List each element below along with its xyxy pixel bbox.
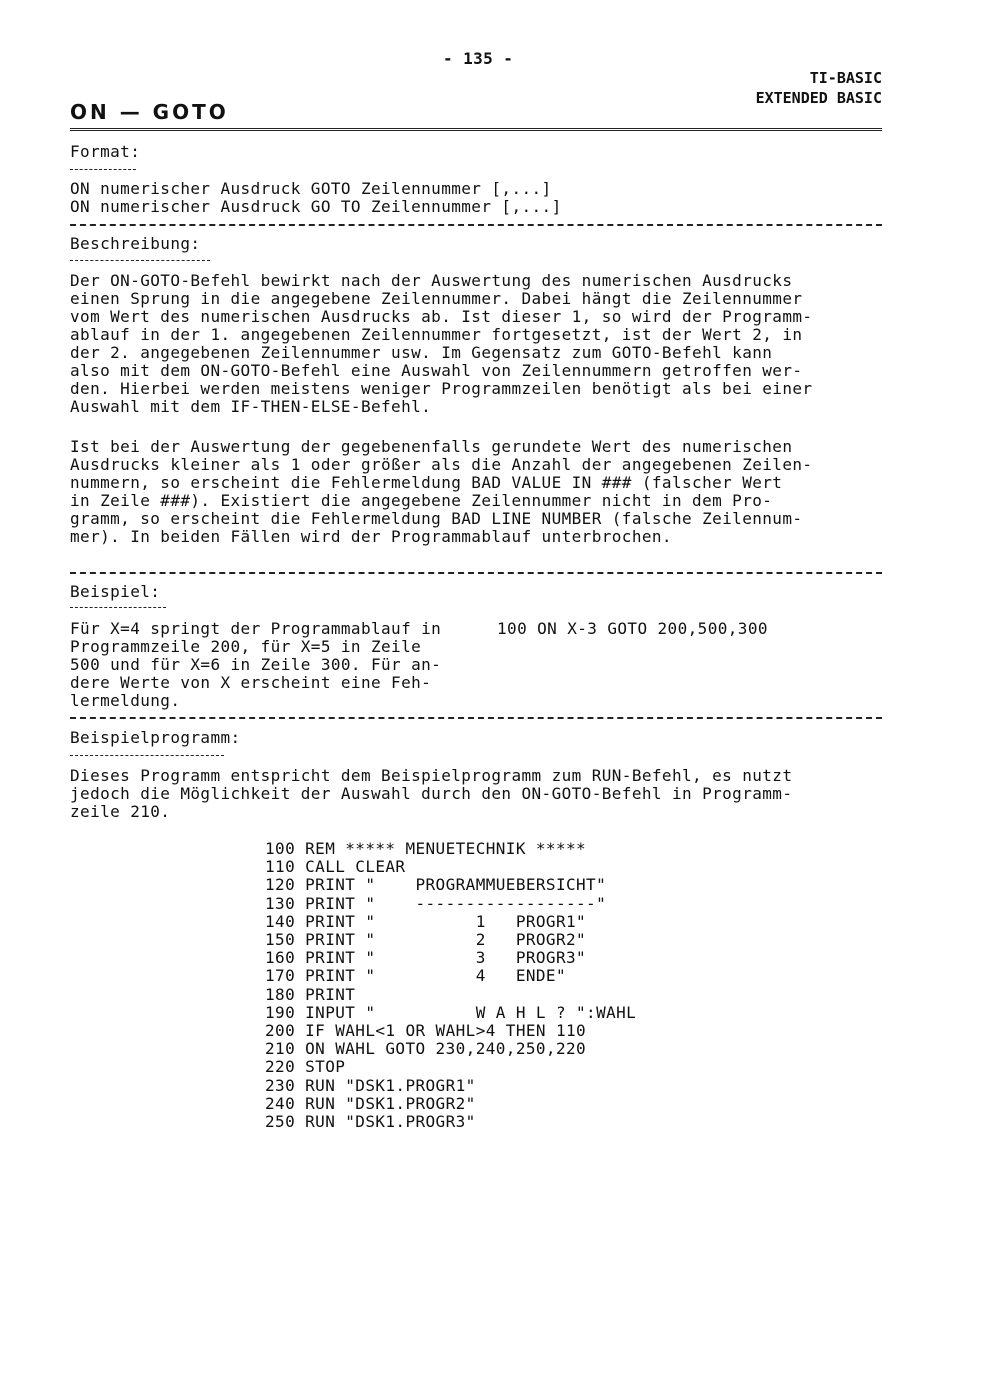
code-line: 150 PRINT " 2 PROGR2" bbox=[265, 930, 587, 950]
text-line: Der ON-GOTO-Befehl bewirkt nach der Auswertung des numerischen Ausdrucks bbox=[70, 271, 793, 290]
description-heading-underline bbox=[70, 260, 210, 261]
text-line: vom Wert des numerischen Ausdrucks ab. Ist dieser 1, so wird der Programm- bbox=[70, 307, 813, 326]
text-line: den. Hierbei werden meistens weniger Programmzeilen benötigt als bei einer bbox=[70, 379, 813, 398]
program-heading: Beispielprogramm: bbox=[70, 728, 241, 747]
code-line: 110 CALL CLEAR bbox=[265, 857, 406, 877]
text-line: gramm, so erscheint die Fehlermeldung BAD LINE NUMBER (falsche Zeilennum- bbox=[70, 509, 803, 528]
format-line: ON numerischer Ausdruck GO TO Zeilennummer [,...] bbox=[70, 197, 562, 216]
example-heading: Beispiel: bbox=[70, 582, 161, 601]
program-intro bbox=[70, 767, 882, 821]
code-line: 160 PRINT " 3 PROGR3" bbox=[265, 948, 587, 968]
code-line: 240 RUN "DSK1.PROGR2" bbox=[265, 1093, 476, 1113]
description-paragraph-1 bbox=[70, 272, 882, 416]
text-line: in Zeile ###). Existiert die angegebene Zeilennummer nicht in dem Pro- bbox=[70, 491, 773, 510]
text-line: mer). In beiden Fällen wird der Programmablauf unterbrochen. bbox=[70, 527, 672, 546]
code-line: 170 PRINT " 4 ENDE" bbox=[265, 966, 566, 986]
text-line: zeile 210. bbox=[70, 802, 171, 821]
description-heading: Beschreibung: bbox=[70, 234, 201, 253]
category-ti-basic: TI-BASIC bbox=[809, 69, 882, 87]
text-line: Dieses Programm entspricht dem Beispielprogramm zum RUN-Befehl, es nutzt bbox=[70, 766, 793, 785]
text-line: also mit dem ON-GOTO-Befehl eine Auswahl von Zeilennummern getroffen wer- bbox=[70, 361, 803, 380]
section-divider bbox=[70, 572, 882, 574]
code-line: 120 PRINT " PROGRAMMUEBERSICHT" bbox=[265, 875, 607, 895]
code-line: 190 INPUT " W A H L ? ":WAHL bbox=[265, 1002, 637, 1022]
section-divider bbox=[70, 224, 882, 226]
text-line: der 2. angegebenen Zeilennummer usw. Im Gegensatz zum GOTO-Befehl kann bbox=[70, 343, 773, 362]
code-line: 250 RUN "DSK1.PROGR3" bbox=[265, 1112, 476, 1132]
text-line: lermeldung. bbox=[70, 691, 181, 710]
text-line: Auswahl mit dem IF-THEN-ELSE-Befehl. bbox=[70, 397, 432, 416]
description-paragraph-2 bbox=[70, 438, 882, 546]
text-line: Ausdrucks kleiner als 1 oder größer als die Anzahl der angegebenen Zeilen- bbox=[70, 455, 813, 474]
code-line: 100 REM ***** MENUETECHNIK ***** bbox=[265, 839, 587, 858]
title-divider bbox=[70, 128, 882, 133]
format-heading-underline bbox=[70, 169, 136, 170]
text-line: ablauf in der 1. angegebenen Zeilennummer fortgesetzt, ist der Wert 2, in bbox=[70, 325, 803, 344]
text-line: dere Werte von X erscheint eine Feh- bbox=[70, 673, 432, 692]
text-line: einen Sprung in die angegebene Zeilennummer. Dabei hängt die Zeilennummer bbox=[70, 289, 803, 308]
text-line: nummern, so erscheint die Fehlermeldung BAD VALUE IN ### (falscher Wert bbox=[70, 473, 783, 492]
page-number: - 135 - bbox=[443, 49, 514, 68]
code-line: 200 IF WAHL<1 OR WAHL>4 THEN 110 bbox=[265, 1021, 587, 1041]
program-heading-underline bbox=[70, 755, 224, 756]
text-line: Ist bei der Auswertung der gegebenenfalls gerundete Wert des numerischen bbox=[70, 437, 793, 456]
text-line: jedoch die Möglichkeit der Auswahl durch den ON-GOTO-Befehl in Programm- bbox=[70, 784, 793, 803]
code-line: 140 PRINT " 1 PROGR1" bbox=[265, 911, 587, 931]
code-line: 230 RUN "DSK1.PROGR1" bbox=[265, 1075, 476, 1095]
text-line: 500 und für X=6 in Zeile 300. Für an- bbox=[70, 655, 442, 674]
format-heading: Format: bbox=[70, 142, 141, 161]
format-line: ON numerischer Ausdruck GOTO Zeilennummer [,...] bbox=[70, 179, 552, 198]
example-text bbox=[70, 620, 490, 710]
code-line: 210 ON WAHL GOTO 230,240,250,220 bbox=[265, 1039, 587, 1059]
page-title: ON — GOTO bbox=[70, 100, 229, 124]
code-line: 180 PRINT bbox=[265, 984, 356, 1004]
code-line: 130 PRINT " ------------------" bbox=[265, 893, 607, 913]
format-syntax bbox=[70, 180, 882, 216]
text-line: Programmzeile 200, für X=5 in Zeile bbox=[70, 637, 422, 656]
example-heading-underline bbox=[70, 607, 166, 608]
program-listing bbox=[265, 840, 636, 1131]
example-code: 100 ON X-3 GOTO 200,500,300 bbox=[497, 619, 768, 638]
code-line: 220 STOP bbox=[265, 1057, 346, 1077]
category-extended-basic: EXTENDED BASIC bbox=[755, 89, 882, 107]
text-line: Für X=4 springt der Programmablauf in bbox=[70, 619, 442, 638]
section-divider bbox=[70, 717, 882, 719]
